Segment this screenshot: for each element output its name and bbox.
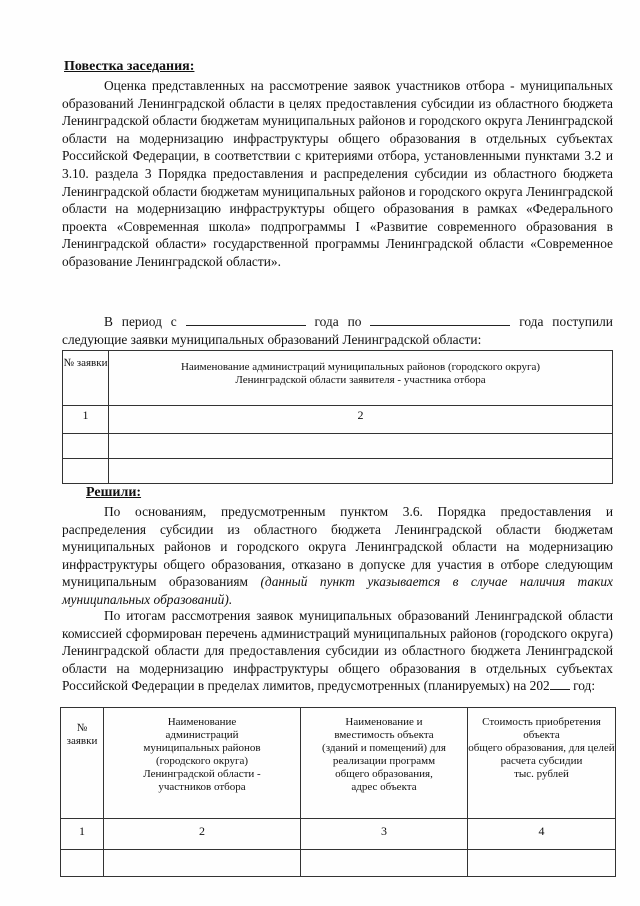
applications-table [62,350,613,484]
header-line: (зданий и помещений) для [322,742,446,754]
column-number-2: 2 [109,406,613,434]
agenda-text: Оценка представленных на рассмотрение заявок участников отбора - муниципальных образований Ленинградской области в целях предоставления субсидии из областного бюджета Ленинградской области бюджетам муниципальных районов и городского округа Ленинградской области на модернизацию инфраструктуры общего образования в отдельных субъектах Российской Федерации, в соответствии с критериями отбора, установленными пунктами 3.2 и 3.10. раздела 3 Порядка предоставления и распределения субсидии из областного бюджета Ленинградской области бюджетам муниципальных районов и городского округа Ленинградской области на модернизацию инфраструктуры общего образования в рамках «Федерального проекта «Современная школа» подпрограммы I «Развитие современного образования в Ленинградской области» государственной программы Ленинградской области «Современное образование Ленинградской области». [62,78,613,269]
column-number-1: 1 [61,819,104,850]
decision-note: (данный пункт указывается в случае наличия таких муниципальных образований). [62,574,613,607]
empty-cell[interactable] [63,459,109,484]
empty-cell[interactable] [104,850,301,877]
header-line: общего образования, для целей [468,742,615,754]
header-line: (городского округа) [155,755,249,767]
header-line: вместимость объекта [334,729,434,741]
empty-cell[interactable] [468,850,616,877]
header-line: Наименование и [345,716,423,728]
header-line: тыс. рублей [514,768,569,780]
header-applicant-name-line2: Ленинградской области заявителя - участника отбора [235,374,486,386]
empty-cell[interactable] [301,850,468,877]
table-row [61,819,616,850]
period-part2: года по [314,314,362,329]
subsidy-table [60,707,616,877]
column-number-1: 1 [63,406,109,434]
period-part3: года поступили следующие заявки муниципальных образований Ленинградской области: [62,314,613,347]
column-number-2: 2 [104,819,301,850]
empty-cell[interactable] [109,459,613,484]
table-header-row [61,708,616,819]
header-line: муниципальных районов [143,742,261,754]
header-line: расчета субсидии [500,755,583,767]
decision-text-1: По основаниям, предусмотренным пунктом 3.6. Порядка предоставления и распределения субсидии из областного бюджета Ленинградской области бюджетам муниципальных районов и городского округа Ленинградской области на модернизацию инфраструктуры общего образования, отказано в допуске для участия в отборе следующим муниципальным образованиям [62,504,613,590]
empty-cell[interactable] [63,434,109,459]
table-row [63,434,613,459]
empty-cell[interactable] [61,850,104,877]
table-row [63,406,613,434]
period-paragraph [62,313,613,348]
empty-cell[interactable] [109,434,613,459]
header-line: реализации программ [332,755,436,767]
decision-text-2-end: год: [573,678,596,694]
date-to-blank[interactable] [370,313,510,326]
header-object-name [301,708,468,819]
header-line: администраций [165,729,239,741]
decision-paragraph-1 [62,503,613,609]
column-number-4: 4 [468,819,616,850]
table-row [61,850,616,877]
table-header-row [63,351,613,406]
header-applicant-name-line1: Наименование администраций муниципальных районов (городского округа) [180,361,541,373]
header-line: участников отбора [158,781,246,793]
column-number-3: 3 [301,819,468,850]
header-line: Ленинградской области - [143,768,261,780]
header-line: Наименование [167,716,237,728]
table-row [63,459,613,484]
agenda-heading: Повестка заседания: [64,59,195,74]
header-applicant-name [109,351,613,406]
decision-text-2: По итогам рассмотрения заявок муниципальных образований Ленинградской области комиссией сформирован перечень администраций муниципальных районов (городского округа) Ленинградской области для предоставления субсидии из областного бюджета Ленинградской области на модернизацию инфраструктуры общего образования в отдельных субъектах Российской Федерации в пределах лимитов, предусмотренных (планируемых) на 202 [62,608,613,694]
header-application-number: № заявки [63,351,109,406]
date-from-blank[interactable] [186,313,306,326]
header-application-number: № заявки [61,708,104,819]
decision-heading: Решили: [86,485,142,500]
header-line: Стоимость приобретения объекта [482,716,601,741]
header-line: адрес объекта [351,781,417,793]
period-part1: В период с [104,314,177,329]
header-line: общего образования, [335,768,433,780]
year-blank[interactable] [550,677,570,690]
decision-paragraph-2 [62,607,613,695]
header-administration-name [104,708,301,819]
header-object-cost [468,708,616,819]
